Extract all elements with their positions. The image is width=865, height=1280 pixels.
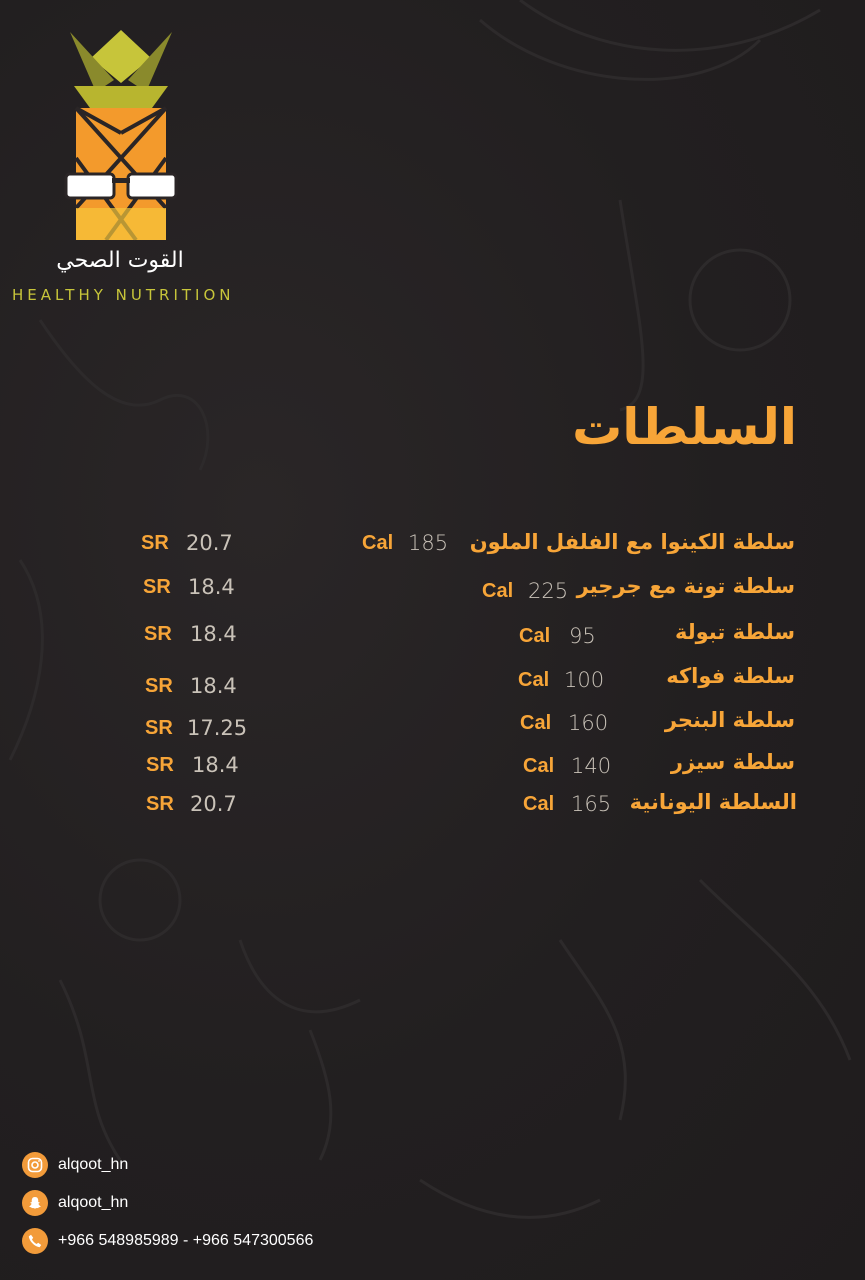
cal-value: 140 <box>571 754 612 778</box>
cal-value: 100 <box>564 668 605 692</box>
menu-item <box>0 708 865 744</box>
cal-label: Cal <box>362 532 394 554</box>
item-name: سلطة سيزر <box>670 750 795 774</box>
price-value: 20.7 <box>186 531 233 555</box>
cal-label: Cal <box>520 712 552 734</box>
price-value: 18.4 <box>190 622 237 646</box>
menu-item <box>0 664 865 700</box>
menu-item <box>0 620 865 656</box>
instagram-handle[interactable]: alqoot_hn <box>58 1156 129 1173</box>
cal-label: Cal <box>482 580 514 602</box>
currency-label: SR <box>145 675 173 697</box>
phone-contact[interactable] <box>22 1228 313 1254</box>
brand-name-arabic: القوت الصحي <box>56 248 184 273</box>
cal-label: Cal <box>523 755 555 777</box>
price-value: 18.4 <box>192 753 239 777</box>
item-name: سلطة تونة مع جرجير <box>576 574 795 598</box>
menu-item <box>0 530 865 566</box>
pineapple-logo <box>56 28 186 248</box>
cal-label: Cal <box>519 625 551 647</box>
currency-label: SR <box>144 623 172 645</box>
menu-item <box>0 574 865 610</box>
price-value: 20.7 <box>190 792 237 816</box>
phone-icon <box>22 1228 48 1254</box>
currency-label: SR <box>143 576 171 598</box>
cal-value: 185 <box>408 531 449 555</box>
menu-item <box>0 790 865 826</box>
menu-item <box>0 750 865 786</box>
item-name: سلطة فواكه <box>666 664 795 688</box>
snapchat-icon <box>22 1190 48 1216</box>
price-value: 18.4 <box>190 674 237 698</box>
item-name: سلطة البنجر <box>664 708 795 732</box>
currency-label: SR <box>146 754 174 776</box>
cal-value: 95 <box>569 624 596 648</box>
section-title: السلطات <box>572 398 797 456</box>
cal-label: Cal <box>518 669 550 691</box>
snapchat-handle[interactable]: alqoot_hn <box>58 1194 129 1211</box>
price-value: 18.4 <box>188 575 235 599</box>
instagram-contact[interactable] <box>22 1152 128 1178</box>
currency-label: SR <box>146 793 174 815</box>
price-value: 17.25 <box>187 716 248 740</box>
item-name: سلطة الكينوا مع الفلفل الملون <box>469 530 795 554</box>
cal-value: 160 <box>568 711 609 735</box>
phone-numbers[interactable]: +966 548985989 - +966 547300566 <box>58 1232 314 1249</box>
cal-value: 165 <box>571 792 612 816</box>
item-name: السلطة اليونانية <box>629 790 797 814</box>
cal-value: 225 <box>528 579 569 603</box>
brand-name-english: HEALTHY NUTRITION <box>12 286 235 304</box>
currency-label: SR <box>141 532 169 554</box>
item-name: سلطة تبولة <box>675 620 795 644</box>
cal-label: Cal <box>523 793 555 815</box>
currency-label: SR <box>145 717 173 739</box>
snapchat-contact[interactable] <box>22 1190 128 1216</box>
instagram-icon <box>22 1152 48 1178</box>
